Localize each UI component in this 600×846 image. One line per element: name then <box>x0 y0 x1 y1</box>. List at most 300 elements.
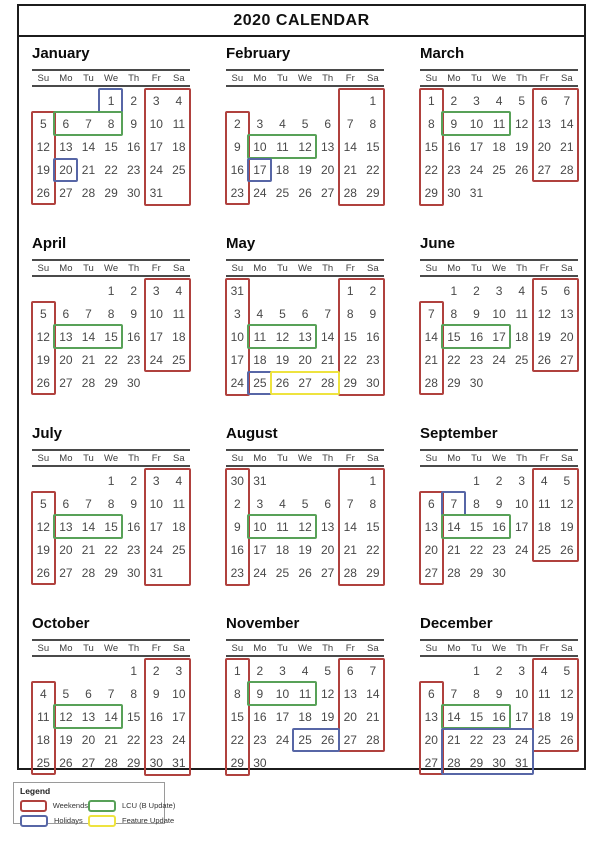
empty-cell <box>362 752 385 775</box>
date-cell: 16 <box>149 709 163 724</box>
date-cell: 2 <box>256 663 264 678</box>
date-cell: 8 <box>473 496 480 511</box>
month-title: August <box>226 425 278 442</box>
date-cell: 2 <box>152 663 160 678</box>
dates-grid <box>226 279 384 395</box>
date-cell: 18 <box>172 329 186 344</box>
date-cell: 1 <box>450 283 458 298</box>
date-cell: 10 <box>149 116 163 131</box>
date-cell: 3 <box>518 663 526 678</box>
date-cell: 2 <box>130 283 138 298</box>
date-cell: 15 <box>343 329 357 344</box>
date-cell: 26 <box>59 756 73 771</box>
date-cell: 26 <box>275 376 290 391</box>
month-august <box>226 424 386 614</box>
date-cell: 28 <box>447 756 461 771</box>
date-cell: 23 <box>469 353 484 368</box>
date-cell: 30 <box>126 186 141 201</box>
dates-grid <box>420 89 578 205</box>
legend-items <box>20 798 176 828</box>
date-cell: 10 <box>492 306 506 321</box>
date-cell: 5 <box>279 306 286 321</box>
date-cell: 25 <box>537 543 551 558</box>
date-cell: 18 <box>275 163 290 178</box>
date-cell: 22 <box>366 543 380 558</box>
date-cell: 29 <box>469 566 484 581</box>
date-cell: 9 <box>256 686 264 701</box>
date-cell: 14 <box>447 709 461 724</box>
date-cell: 24 <box>469 163 484 178</box>
date-cell: 29 <box>366 186 380 201</box>
date-cell: 30 <box>447 186 461 201</box>
date-cell: 8 <box>107 496 115 511</box>
weekday-header <box>226 69 384 87</box>
dates-grid <box>32 279 190 395</box>
dates-grid <box>32 89 190 205</box>
month-title: May <box>226 235 256 252</box>
dates-grid <box>32 659 190 775</box>
date-cell: 28 <box>104 756 118 771</box>
date-cell: 25 <box>275 566 290 581</box>
date-cell: 28 <box>81 566 96 581</box>
date-cell: 1 <box>107 473 115 488</box>
date-cell: 16 <box>230 163 244 178</box>
date-cell: 25 <box>172 543 186 558</box>
legend-label: Holidays <box>54 816 83 825</box>
date-cell: 26 <box>560 543 574 558</box>
date-cell: 29 <box>104 186 118 201</box>
date-cell: 8 <box>107 116 115 131</box>
dates-grid <box>420 279 578 395</box>
weekday-label: Th <box>516 453 528 464</box>
date-cell: 30 <box>126 376 141 391</box>
date-cell: 4 <box>175 93 183 108</box>
weekday-label: We <box>104 643 119 654</box>
date-cell: 11 <box>253 329 267 344</box>
date-cell: 17 <box>469 139 484 154</box>
date-cell: 27 <box>59 566 73 581</box>
empty-cell <box>168 182 191 205</box>
weekday-header <box>32 259 190 277</box>
calendar-sheet <box>17 4 586 770</box>
weekday-header <box>420 449 578 467</box>
date-cell: 23 <box>126 543 141 558</box>
date-cell: 27 <box>59 186 73 201</box>
date-cell: 9 <box>450 116 458 131</box>
date-cell: 12 <box>36 139 50 154</box>
date-cell: 12 <box>298 139 312 154</box>
date-cell: 29 <box>447 376 461 391</box>
date-cell: 25 <box>36 756 50 771</box>
date-cell: 10 <box>253 519 267 534</box>
month-july <box>32 424 192 614</box>
date-cell: 8 <box>450 306 458 321</box>
weekday-label: Tu <box>83 643 94 654</box>
date-cell: 11 <box>538 496 551 511</box>
weekday-label: We <box>492 263 507 274</box>
empty-cell <box>32 89 55 112</box>
empty-cell <box>533 372 556 395</box>
weekday-label: Tu <box>83 263 94 274</box>
month-february <box>226 44 386 234</box>
legend-label: Weekends <box>52 801 88 810</box>
date-cell: 25 <box>172 163 186 178</box>
date-cell: 26 <box>36 186 50 201</box>
date-cell: 9 <box>130 116 138 131</box>
date-cell: 22 <box>343 353 357 368</box>
date-cell: 30 <box>492 566 506 581</box>
weekday-label: Mo <box>59 643 73 654</box>
date-cell: 6 <box>62 306 70 321</box>
date-cell: 1 <box>473 473 480 488</box>
date-cell: 13 <box>81 709 96 724</box>
date-cell: 25 <box>253 376 267 391</box>
date-cell: 22 <box>447 353 461 368</box>
date-cell: 13 <box>537 116 551 131</box>
empty-cell <box>77 279 100 302</box>
date-cell: 15 <box>424 139 438 154</box>
date-cell: 14 <box>104 709 118 724</box>
weekday-label: We <box>492 643 507 654</box>
date-cell: 5 <box>518 93 526 108</box>
date-cell: 7 <box>346 116 354 131</box>
weekday-label: Sa <box>367 73 379 84</box>
empty-cell <box>55 89 78 112</box>
empty-cell <box>145 372 168 395</box>
date-cell: 7 <box>450 686 458 701</box>
date-cell: 7 <box>85 496 92 511</box>
date-cell: 6 <box>301 306 309 321</box>
weekday-label: We <box>298 263 313 274</box>
date-cell: 20 <box>424 543 438 558</box>
empty-cell <box>77 469 100 492</box>
empty-cell <box>32 659 55 682</box>
weekday-label: Mo <box>447 453 461 464</box>
weekday-label: Tu <box>471 643 482 654</box>
date-cell: 17 <box>514 519 529 534</box>
date-cell: 29 <box>469 756 484 771</box>
date-cell: 24 <box>149 163 163 178</box>
date-cell: 10 <box>275 686 290 701</box>
weekday-label: Tu <box>83 453 94 464</box>
empty-cell <box>100 659 123 682</box>
date-cell: 30 <box>366 376 380 391</box>
date-cell: 15 <box>366 139 380 154</box>
weekday-label: Su <box>231 263 244 274</box>
date-cell: 26 <box>560 733 574 748</box>
months-grid <box>19 37 584 775</box>
date-cell: 12 <box>560 496 574 511</box>
date-cell: 31 <box>514 756 529 771</box>
weekday-label: Sa <box>561 263 573 274</box>
date-cell: 28 <box>343 186 357 201</box>
date-cell: 13 <box>320 519 335 534</box>
date-cell: 22 <box>366 163 380 178</box>
date-cell: 24 <box>253 186 267 201</box>
page-title: 2020 CALENDAR <box>19 6 584 37</box>
weekday-header <box>226 449 384 467</box>
date-cell: 21 <box>104 733 118 748</box>
weekday-label: Fr <box>539 73 549 84</box>
date-cell: 30 <box>149 756 163 771</box>
weekday-label: Su <box>231 643 244 654</box>
empty-cell <box>55 659 78 682</box>
date-cell: 5 <box>563 473 571 488</box>
empty-cell <box>556 752 579 775</box>
date-cell: 13 <box>59 329 73 344</box>
date-cell: 21 <box>343 163 357 178</box>
month-june <box>420 234 580 424</box>
date-cell: 23 <box>126 163 141 178</box>
date-cell: 8 <box>473 686 480 701</box>
date-cell: 17 <box>149 519 163 534</box>
date-cell: 8 <box>233 686 241 701</box>
empty-cell <box>55 279 78 302</box>
weekday-label: Mo <box>447 73 461 84</box>
weekday-label: Sa <box>173 73 185 84</box>
date-cell: 21 <box>343 543 357 558</box>
date-cell: 15 <box>104 329 118 344</box>
date-cell: 7 <box>427 306 435 321</box>
date-cell: 23 <box>366 353 380 368</box>
date-cell: 21 <box>447 543 461 558</box>
date-cell: 24 <box>172 733 186 748</box>
date-cell: 11 <box>37 709 50 724</box>
date-cell: 10 <box>253 139 267 154</box>
date-cell: 25 <box>492 163 506 178</box>
date-cell: 18 <box>514 329 529 344</box>
legend-item-lcu <box>88 798 175 813</box>
month-november <box>226 614 386 775</box>
date-cell: 17 <box>149 139 163 154</box>
weekday-label: Tu <box>277 643 288 654</box>
date-cell: 17 <box>230 353 244 368</box>
date-cell: 4 <box>540 663 548 678</box>
date-cell: 20 <box>59 543 73 558</box>
date-cell: 12 <box>36 329 50 344</box>
weekday-label: Su <box>425 73 438 84</box>
legend-label: LCU (B Update) <box>122 801 176 810</box>
date-cell: 13 <box>343 686 357 701</box>
date-cell: 3 <box>256 116 264 131</box>
empty-cell <box>339 89 362 112</box>
date-cell: 9 <box>130 306 138 321</box>
date-cell: 10 <box>230 329 244 344</box>
date-cell: 24 <box>275 733 290 748</box>
date-cell: 3 <box>233 306 241 321</box>
legend-label: Feature Update <box>122 816 175 825</box>
weekday-label: We <box>298 643 313 654</box>
dates-grid <box>420 469 578 585</box>
weekday-label: We <box>104 453 119 464</box>
date-cell: 20 <box>537 139 551 154</box>
empty-cell <box>271 89 294 112</box>
date-cell: 18 <box>537 519 551 534</box>
date-cell: 28 <box>424 376 438 391</box>
date-cell: 30 <box>469 376 484 391</box>
weekday-label: Mo <box>253 263 267 274</box>
date-cell: 15 <box>126 709 141 724</box>
date-cell: 26 <box>320 733 335 748</box>
weekday-label: Mo <box>447 263 461 274</box>
month-title: February <box>226 45 291 62</box>
date-cell: 12 <box>320 686 335 701</box>
date-cell: 2 <box>233 496 241 511</box>
date-cell: 31 <box>469 186 484 201</box>
date-cell: 19 <box>275 353 290 368</box>
empty-cell <box>271 752 294 775</box>
date-cell: 28 <box>320 376 335 391</box>
date-cell: 14 <box>81 139 96 154</box>
empty-cell <box>55 469 78 492</box>
weekday-label: Sa <box>367 263 379 274</box>
date-cell: 29 <box>104 566 118 581</box>
date-cell: 24 <box>230 376 244 391</box>
weekday-label: Th <box>322 73 334 84</box>
date-cell: 25 <box>172 353 186 368</box>
date-cell: 18 <box>172 139 186 154</box>
date-cell: 27 <box>424 756 438 771</box>
weekday-header <box>226 259 384 277</box>
weekday-label: We <box>298 73 313 84</box>
date-cell: 3 <box>175 663 183 678</box>
date-cell: 20 <box>320 163 335 178</box>
date-cell: 11 <box>172 306 186 321</box>
date-cell: 29 <box>343 376 357 391</box>
month-april <box>32 234 192 424</box>
date-cell: 17 <box>149 329 163 344</box>
weekday-label: Fr <box>151 643 161 654</box>
legend <box>13 782 176 825</box>
weekday-label: Sa <box>367 453 379 464</box>
date-cell: 7 <box>107 686 115 701</box>
date-cell: 28 <box>447 566 461 581</box>
date-cell: 27 <box>320 566 335 581</box>
legend-item-holiday <box>20 813 88 828</box>
date-cell: 8 <box>130 686 138 701</box>
dates-grid <box>226 659 384 775</box>
date-cell: 6 <box>563 283 571 298</box>
date-cell: 4 <box>175 473 183 488</box>
date-cell: 3 <box>152 473 160 488</box>
date-cell: 29 <box>126 756 141 771</box>
date-cell: 11 <box>515 306 528 321</box>
date-cell: 16 <box>366 329 380 344</box>
weekday-label: Tu <box>471 73 482 84</box>
date-cell: 9 <box>233 519 241 534</box>
date-cell: 14 <box>343 519 357 534</box>
date-cell: 19 <box>36 543 50 558</box>
weekday-label: Su <box>37 263 50 274</box>
weekday-label: Tu <box>83 73 94 84</box>
date-cell: 22 <box>104 543 118 558</box>
date-cell: 4 <box>540 473 548 488</box>
date-cell: 1 <box>107 283 115 298</box>
date-cell: 7 <box>346 496 354 511</box>
legend-item-feature <box>88 813 175 828</box>
weekday-label: Fr <box>539 263 549 274</box>
date-cell: 16 <box>253 709 267 724</box>
date-cell: 15 <box>469 519 484 534</box>
empty-cell <box>420 279 443 302</box>
date-cell: 17 <box>514 709 529 724</box>
month-september <box>420 424 580 614</box>
date-cell: 22 <box>104 353 118 368</box>
date-cell: 14 <box>81 519 96 534</box>
date-cell: 2 <box>450 93 458 108</box>
date-cell: 4 <box>279 116 286 131</box>
date-cell: 6 <box>324 496 332 511</box>
date-cell: 13 <box>320 139 335 154</box>
date-cell: 14 <box>366 686 380 701</box>
weekday-header <box>32 449 190 467</box>
date-cell: 6 <box>62 496 70 511</box>
date-cell: 24 <box>514 543 529 558</box>
date-cell: 6 <box>85 686 92 701</box>
date-cell: 12 <box>514 116 529 131</box>
empty-cell <box>294 469 317 492</box>
empty-cell <box>77 659 100 682</box>
date-cell: 19 <box>537 329 551 344</box>
weekday-label: Sa <box>367 643 379 654</box>
empty-cell <box>271 469 294 492</box>
date-cell: 18 <box>275 543 290 558</box>
date-cell: 7 <box>369 663 377 678</box>
date-cell: 5 <box>563 663 571 678</box>
date-cell: 3 <box>495 283 503 298</box>
date-cell: 14 <box>320 329 335 344</box>
date-cell: 5 <box>301 116 309 131</box>
date-cell: 10 <box>469 116 484 131</box>
date-cell: 9 <box>152 686 160 701</box>
empty-cell <box>533 182 556 205</box>
date-cell: 24 <box>514 733 529 748</box>
date-cell: 17 <box>253 543 267 558</box>
date-cell: 25 <box>298 733 312 748</box>
weekday-label: We <box>104 73 119 84</box>
empty-cell <box>316 752 339 775</box>
weekday-label: Mo <box>59 263 73 274</box>
date-cell: 3 <box>152 93 160 108</box>
date-cell: 23 <box>126 353 141 368</box>
empty-cell <box>294 89 317 112</box>
date-cell: 26 <box>298 566 312 581</box>
date-cell: 26 <box>537 353 551 368</box>
weekday-label: Tu <box>277 263 288 274</box>
date-cell: 28 <box>81 376 96 391</box>
empty-cell <box>77 89 100 112</box>
date-cell: 15 <box>447 329 461 344</box>
date-cell: 17 <box>492 329 506 344</box>
date-cell: 21 <box>447 733 461 748</box>
date-cell: 24 <box>492 353 506 368</box>
date-cell: 14 <box>81 329 96 344</box>
date-cell: 21 <box>560 139 574 154</box>
weekday-label: Th <box>128 73 140 84</box>
empty-cell <box>488 372 511 395</box>
date-cell: 2 <box>473 283 480 298</box>
date-cell: 4 <box>495 93 503 108</box>
date-cell: 3 <box>152 283 160 298</box>
weekday-label: Su <box>425 643 438 654</box>
month-title: January <box>32 45 90 62</box>
date-cell: 27 <box>81 756 96 771</box>
month-title: June <box>420 235 456 252</box>
month-march <box>420 44 580 234</box>
date-cell: 18 <box>298 709 312 724</box>
date-cell: 20 <box>560 329 574 344</box>
date-cell: 19 <box>36 163 50 178</box>
